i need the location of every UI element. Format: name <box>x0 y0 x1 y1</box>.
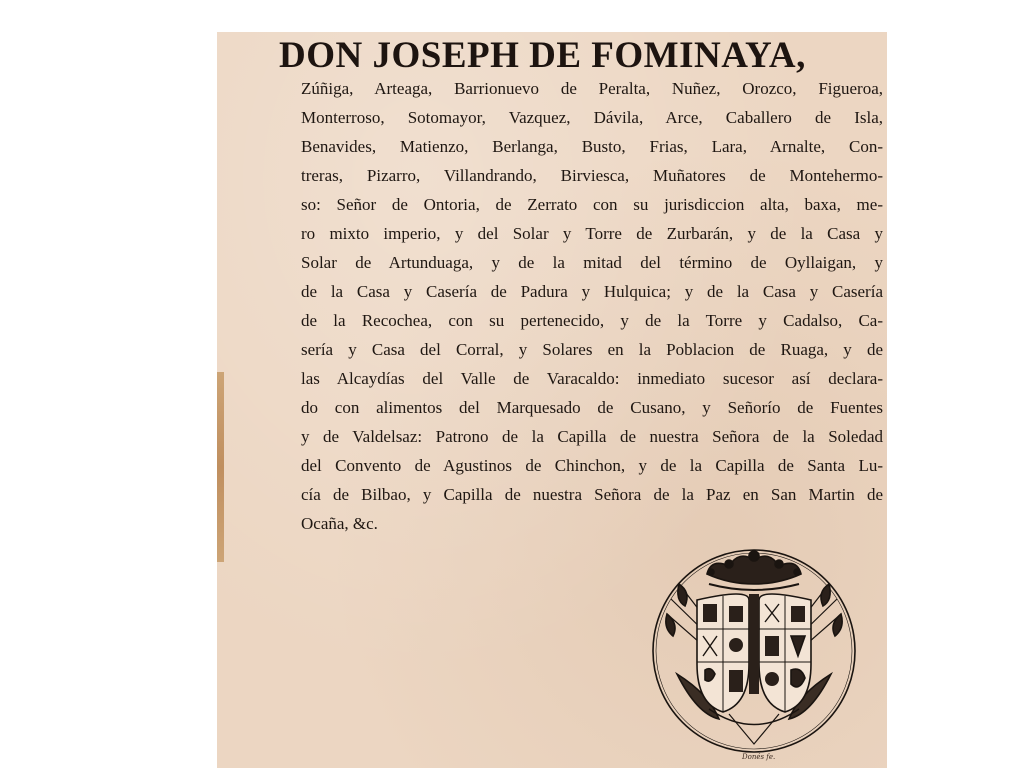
text-line: Solar de Artunduaga, y de la mitad del término de Oyllaigan, y <box>301 253 883 272</box>
text-line: so: Señor de Ontoria, de Zerrato con su jurisdiccion alta, baxa, me- <box>301 195 883 214</box>
text-line: del Convento de Agustinos de Chinchon, y de la Capilla de Santa Lu- <box>301 456 883 475</box>
document-body <box>301 74 883 538</box>
page-edge-stain <box>217 372 224 562</box>
engraver-signature: Donés fe. <box>742 753 776 761</box>
text-line: sería y Casa del Corral, y Solares en la Poblacion de Ruaga, y de <box>301 340 883 359</box>
document-title: DON JOSEPH DE FOMINAYA, <box>279 35 806 76</box>
text-line: do con alimentos del Marquesado de Cusano, y Señorío de Fuentes <box>301 398 883 417</box>
text-line: Ocaña, &c. <box>301 514 378 533</box>
text-line: Monterroso, Sotomayor, Vazquez, Dávila, Arce, Caballero de Isla, <box>301 108 883 127</box>
coat-of-arms-seal-icon <box>649 544 859 754</box>
document-page <box>217 32 887 768</box>
text-line: y de Valdelsaz: Patrono de la Capilla de nuestra Señora de la Soledad <box>301 427 883 446</box>
text-line: treras, Pizarro, Villandrando, Birviesca, Muñatores de Montehermo- <box>301 166 883 185</box>
text-line: las Alcaydías del Valle de Varacaldo: inmediato sucesor así declara- <box>301 369 883 388</box>
text-line: de la Casa y Casería de Padura y Hulquica; y de la Casa y Casería <box>301 282 883 301</box>
text-line: cía de Bilbao, y Capilla de nuestra Señora de la Paz en San Martin de <box>301 485 883 504</box>
text-line: de la Recochea, con su pertenecido, y de la Torre y Cadalso, Ca- <box>301 311 883 330</box>
text-line: Zúñiga, Arteaga, Barrionuevo de Peralta, Nuñez, Orozco, Figueroa, <box>301 79 883 98</box>
text-line: ro mixto imperio, y del Solar y Torre de Zurbarán, y de la Casa y <box>301 224 883 243</box>
text-line: Benavides, Matienzo, Berlanga, Busto, Frias, Lara, Arnalte, Con- <box>301 137 883 156</box>
